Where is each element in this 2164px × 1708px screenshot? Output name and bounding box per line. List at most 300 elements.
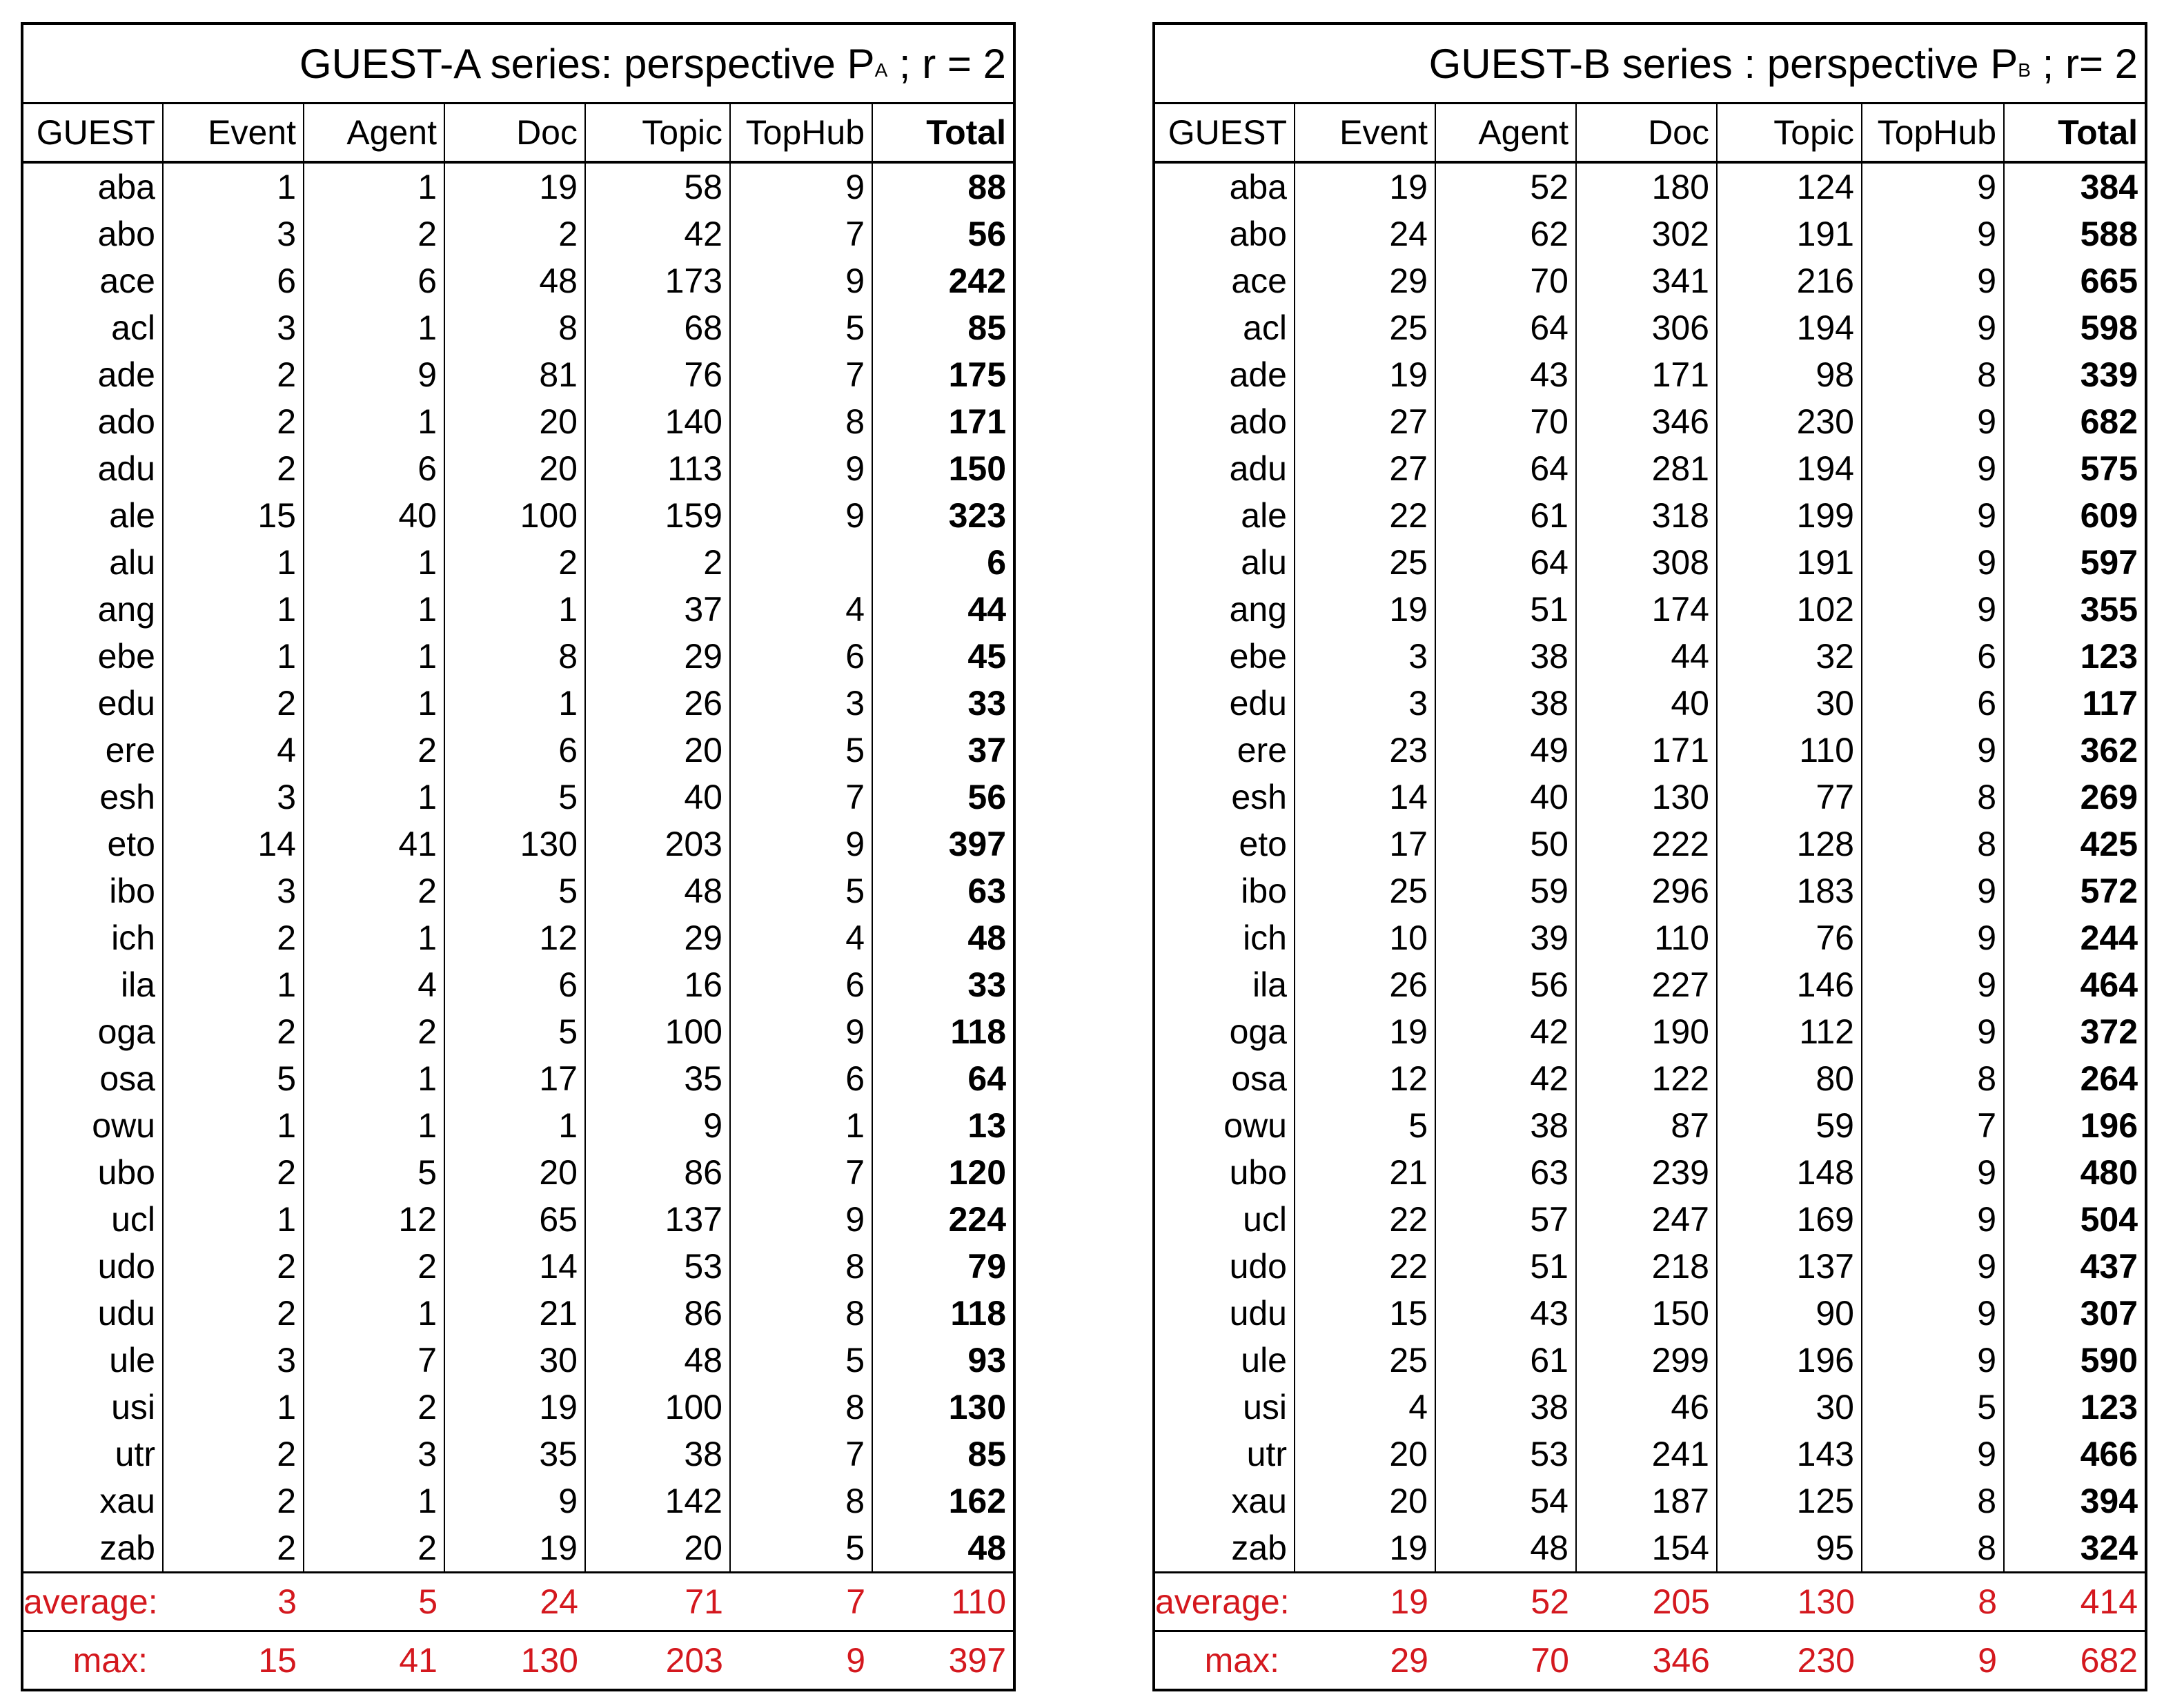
table-cell: 42 bbox=[1435, 1008, 1576, 1055]
table-cell: 140 bbox=[585, 398, 730, 445]
table-cell: 38 bbox=[1435, 1384, 1576, 1431]
table-cell: 9 bbox=[1862, 162, 2004, 210]
table-cell: 4 bbox=[304, 961, 444, 1008]
table-cell: 59 bbox=[1717, 1102, 1862, 1149]
table-row bbox=[1154, 257, 2146, 304]
table-cell: 7 bbox=[730, 210, 872, 257]
guest-a-table bbox=[21, 22, 1016, 1691]
table-cell: 6 bbox=[1862, 680, 2004, 727]
table-row bbox=[22, 445, 1014, 492]
total-cell: 264 bbox=[2080, 1059, 2138, 1098]
guest-code-cell: owu bbox=[22, 1102, 163, 1149]
table-cell: 5 bbox=[444, 1008, 585, 1055]
guest-code-cell: ade bbox=[1154, 351, 1295, 398]
table-row bbox=[1154, 1384, 2146, 1431]
table-cell: 2 bbox=[163, 445, 304, 492]
table-cell: 3 bbox=[304, 1431, 444, 1478]
table-cell: 8 bbox=[1862, 1524, 2004, 1573]
table-cell: 32 bbox=[1717, 633, 1862, 680]
column-header-topic: Topic bbox=[585, 104, 730, 163]
table-cell: 174 bbox=[1576, 586, 1717, 633]
table-cell: 1 bbox=[304, 1055, 444, 1102]
table-cell: 150 bbox=[1576, 1290, 1717, 1337]
table-cell: 20 bbox=[1295, 1478, 1435, 1524]
table-cell: 9 bbox=[1862, 727, 2004, 774]
table-cell: 30 bbox=[444, 1337, 585, 1384]
total-cell: 123 bbox=[2080, 1388, 2138, 1426]
table-cell: 8 bbox=[730, 1384, 872, 1431]
table-cell: 1 bbox=[163, 1102, 304, 1149]
max-value: 29 bbox=[1295, 1631, 1435, 1691]
table-row bbox=[1154, 1243, 2146, 1290]
table-cell: 49 bbox=[1435, 727, 1576, 774]
table-cell: 5 bbox=[304, 1149, 444, 1196]
column-header-topic: Topic bbox=[1717, 104, 1862, 163]
table-cell: 9 bbox=[444, 1478, 585, 1524]
table-row bbox=[22, 1243, 1014, 1290]
guest-code-cell: ule bbox=[1154, 1337, 1295, 1384]
total-cell: 224 bbox=[948, 1200, 1007, 1239]
guest-a-header-row bbox=[22, 104, 1014, 163]
table-cell: 41 bbox=[304, 821, 444, 867]
guest-code-cell: ado bbox=[1154, 398, 1295, 445]
total-cell: 466 bbox=[2080, 1435, 2138, 1473]
guest-code-cell: xau bbox=[1154, 1478, 1295, 1524]
table-cell: 9 bbox=[730, 1196, 872, 1243]
table-cell: 180 bbox=[1576, 162, 1717, 210]
table-cell: 87 bbox=[1576, 1102, 1717, 1149]
table-cell: 90 bbox=[1717, 1290, 1862, 1337]
table-cell: 191 bbox=[1717, 539, 1862, 586]
guest-code-cell: ila bbox=[22, 961, 163, 1008]
table-cell: 5 bbox=[1862, 1384, 2004, 1431]
guest-code-cell: edu bbox=[1154, 680, 1295, 727]
average-value: 5 bbox=[304, 1573, 444, 1631]
guest-code-cell: acl bbox=[1154, 304, 1295, 351]
column-header-agent: Agent bbox=[304, 104, 444, 163]
table-row bbox=[22, 867, 1014, 914]
total-cell: 307 bbox=[2080, 1294, 2138, 1333]
table-cell: 9 bbox=[1862, 257, 2004, 304]
table-cell: 25 bbox=[1295, 304, 1435, 351]
total-cell: 575 bbox=[2080, 449, 2138, 488]
table-cell: 3 bbox=[730, 680, 872, 727]
table-cell: 222 bbox=[1576, 821, 1717, 867]
table-cell: 30 bbox=[1717, 680, 1862, 727]
table-row bbox=[22, 1290, 1014, 1337]
table-cell: 2 bbox=[304, 1384, 444, 1431]
table-row bbox=[1154, 1478, 2146, 1524]
total-cell: 384 bbox=[2080, 168, 2138, 206]
table-cell: 12 bbox=[1295, 1055, 1435, 1102]
table-cell: 9 bbox=[1862, 1431, 2004, 1478]
table-row bbox=[22, 1431, 1014, 1478]
average-value: 205 bbox=[1576, 1573, 1717, 1631]
table-cell: 199 bbox=[1717, 492, 1862, 539]
guest-code-cell: ucl bbox=[22, 1196, 163, 1243]
table-cell: 48 bbox=[585, 867, 730, 914]
average-value: 130 bbox=[1717, 1573, 1862, 1631]
table-cell: 42 bbox=[585, 210, 730, 257]
table-cell: 98 bbox=[1717, 351, 1862, 398]
total-cell: 123 bbox=[2080, 637, 2138, 676]
table-cell: 183 bbox=[1717, 867, 1862, 914]
average-value: 24 bbox=[444, 1573, 585, 1631]
total-cell: 480 bbox=[2080, 1153, 2138, 1192]
guest-code-cell: eto bbox=[1154, 821, 1295, 867]
table-cell: 15 bbox=[1295, 1290, 1435, 1337]
column-header-tophub: TopHub bbox=[730, 104, 872, 163]
table-cell: 296 bbox=[1576, 867, 1717, 914]
table-cell: 63 bbox=[1435, 1149, 1576, 1196]
table-cell: 95 bbox=[1717, 1524, 1862, 1573]
guest-code-cell: ade bbox=[22, 351, 163, 398]
table-cell: 9 bbox=[730, 445, 872, 492]
table-cell: 76 bbox=[1717, 914, 1862, 961]
table-cell: 196 bbox=[1717, 1337, 1862, 1384]
table-cell: 194 bbox=[1717, 304, 1862, 351]
table-cell: 42 bbox=[1435, 1055, 1576, 1102]
total-cell: 48 bbox=[967, 1529, 1007, 1567]
guest-b-header-row bbox=[1154, 104, 2146, 163]
total-cell: 6 bbox=[987, 543, 1007, 582]
table-cell: 23 bbox=[1295, 727, 1435, 774]
table-row bbox=[22, 1055, 1014, 1102]
table-cell: 3 bbox=[163, 304, 304, 351]
table-cell: 171 bbox=[1576, 727, 1717, 774]
table-cell: 14 bbox=[1295, 774, 1435, 821]
table-cell: 2 bbox=[163, 1478, 304, 1524]
table-cell: 6 bbox=[163, 257, 304, 304]
table-cell: 20 bbox=[444, 398, 585, 445]
max-value: 346 bbox=[1576, 1631, 1717, 1691]
table-cell: 3 bbox=[163, 867, 304, 914]
table-row bbox=[22, 633, 1014, 680]
table-cell: 8 bbox=[1862, 1478, 2004, 1524]
table-row bbox=[22, 1149, 1014, 1196]
table-row bbox=[22, 1478, 1014, 1524]
table-row bbox=[1154, 398, 2146, 445]
table-row bbox=[22, 1524, 1014, 1573]
table-cell: 19 bbox=[1295, 351, 1435, 398]
table-cell: 44 bbox=[1576, 633, 1717, 680]
table-cell: 1 bbox=[444, 586, 585, 633]
table-cell: 1 bbox=[304, 398, 444, 445]
table-cell: 4 bbox=[1295, 1384, 1435, 1431]
table-cell: 122 bbox=[1576, 1055, 1717, 1102]
max-value: 130 bbox=[444, 1631, 585, 1691]
table-cell: 20 bbox=[585, 1524, 730, 1573]
table-cell: 9 bbox=[730, 162, 872, 210]
total-cell: 117 bbox=[2082, 684, 2138, 723]
table-cell: 1 bbox=[304, 774, 444, 821]
table-cell: 7 bbox=[730, 351, 872, 398]
table-cell: 19 bbox=[1295, 1008, 1435, 1055]
table-cell: 3 bbox=[163, 1337, 304, 1384]
table-cell: 3 bbox=[163, 774, 304, 821]
table-cell: 5 bbox=[730, 1524, 872, 1573]
table-cell: 26 bbox=[1295, 961, 1435, 1008]
table-cell: 7 bbox=[730, 1431, 872, 1478]
table-cell: 40 bbox=[1576, 680, 1717, 727]
table-cell: 299 bbox=[1576, 1337, 1717, 1384]
guest-code-cell: oga bbox=[22, 1008, 163, 1055]
table-cell: 59 bbox=[1435, 867, 1576, 914]
table-cell: 9 bbox=[1862, 586, 2004, 633]
table-cell: 1 bbox=[304, 1478, 444, 1524]
table-cell: 20 bbox=[1295, 1431, 1435, 1478]
column-header-doc: Doc bbox=[444, 104, 585, 163]
guest-code-cell: ule bbox=[22, 1337, 163, 1384]
column-header-total: Total bbox=[2004, 104, 2146, 163]
table-cell: 9 bbox=[1862, 445, 2004, 492]
table-cell: 6 bbox=[730, 1055, 872, 1102]
table-row bbox=[1154, 445, 2146, 492]
total-cell: 63 bbox=[967, 872, 1007, 910]
guest-code-cell: ibo bbox=[1154, 867, 1295, 914]
table-cell: 239 bbox=[1576, 1149, 1717, 1196]
table-cell: 1 bbox=[163, 539, 304, 586]
table-cell: 6 bbox=[730, 961, 872, 1008]
table-cell: 48 bbox=[444, 257, 585, 304]
table-cell: 100 bbox=[444, 492, 585, 539]
table-cell: 14 bbox=[444, 1243, 585, 1290]
table-cell: 17 bbox=[1295, 821, 1435, 867]
table-cell: 7 bbox=[730, 1149, 872, 1196]
guest-code-cell: owu bbox=[1154, 1102, 1295, 1149]
total-cell: 33 bbox=[967, 965, 1007, 1004]
table-row bbox=[22, 961, 1014, 1008]
table-cell: 2 bbox=[163, 1149, 304, 1196]
table-row bbox=[22, 821, 1014, 867]
average-row bbox=[1154, 1573, 2146, 1631]
table-cell: 22 bbox=[1295, 1196, 1435, 1243]
table-cell: 146 bbox=[1717, 961, 1862, 1008]
average-value: 71 bbox=[585, 1573, 730, 1631]
table-cell: 14 bbox=[163, 821, 304, 867]
table-cell: 8 bbox=[730, 1243, 872, 1290]
table-cell: 9 bbox=[585, 1102, 730, 1149]
total-cell: 362 bbox=[2080, 731, 2138, 769]
table-cell: 2 bbox=[163, 398, 304, 445]
table-cell: 137 bbox=[1717, 1243, 1862, 1290]
guest-code-cell: ale bbox=[22, 492, 163, 539]
average-value: 8 bbox=[1862, 1573, 2004, 1631]
total-cell: 13 bbox=[967, 1106, 1007, 1145]
table-cell: 230 bbox=[1717, 398, 1862, 445]
guest-code-cell: utr bbox=[22, 1431, 163, 1478]
table-cell: 37 bbox=[585, 586, 730, 633]
table-row bbox=[1154, 821, 2146, 867]
table-row bbox=[22, 1384, 1014, 1431]
table-cell: 29 bbox=[1295, 257, 1435, 304]
table-cell: 9 bbox=[730, 821, 872, 867]
total-cell: 372 bbox=[2080, 1012, 2138, 1051]
table-cell: 1 bbox=[304, 586, 444, 633]
table-row bbox=[1154, 162, 2146, 210]
table-cell: 22 bbox=[1295, 1243, 1435, 1290]
table-row bbox=[22, 774, 1014, 821]
table-row bbox=[1154, 961, 2146, 1008]
table-cell: 5 bbox=[730, 1337, 872, 1384]
table-cell: 7 bbox=[730, 774, 872, 821]
table-row bbox=[22, 539, 1014, 586]
table-row bbox=[1154, 1524, 2146, 1573]
table-cell: 9 bbox=[1862, 492, 2004, 539]
total-cell: 171 bbox=[948, 402, 1007, 441]
table-cell: 2 bbox=[444, 210, 585, 257]
total-cell: 85 bbox=[967, 308, 1007, 347]
table-cell: 25 bbox=[1295, 1337, 1435, 1384]
table-cell: 9 bbox=[1862, 1196, 2004, 1243]
table-cell: 2 bbox=[585, 539, 730, 586]
guest-code-cell: abo bbox=[22, 210, 163, 257]
table-cell: 137 bbox=[585, 1196, 730, 1243]
table-cell: 2 bbox=[304, 1008, 444, 1055]
table-cell: 9 bbox=[1862, 1337, 2004, 1384]
guest-code-cell: ich bbox=[1154, 914, 1295, 961]
guest-code-cell: ibo bbox=[22, 867, 163, 914]
table-cell: 9 bbox=[1862, 1243, 2004, 1290]
guest-code-cell: udu bbox=[1154, 1290, 1295, 1337]
total-cell: 598 bbox=[2080, 308, 2138, 347]
table-cell: 48 bbox=[1435, 1524, 1576, 1573]
guest-code-cell: aba bbox=[22, 162, 163, 210]
table-cell: 9 bbox=[1862, 1290, 2004, 1337]
table-row bbox=[22, 492, 1014, 539]
table-cell: 35 bbox=[585, 1055, 730, 1102]
table-row bbox=[1154, 351, 2146, 398]
table-cell: 61 bbox=[1435, 492, 1576, 539]
table-cell: 308 bbox=[1576, 539, 1717, 586]
total-cell: 609 bbox=[2080, 496, 2138, 535]
column-header-doc: Doc bbox=[1576, 104, 1717, 163]
table-cell: 318 bbox=[1576, 492, 1717, 539]
guest-code-cell: osa bbox=[22, 1055, 163, 1102]
table-row bbox=[1154, 1102, 2146, 1149]
table-cell: 7 bbox=[304, 1337, 444, 1384]
guest-code-cell: ila bbox=[1154, 961, 1295, 1008]
table-cell: 216 bbox=[1717, 257, 1862, 304]
table-cell: 1 bbox=[163, 961, 304, 1008]
guest-code-cell: ado bbox=[22, 398, 163, 445]
table-cell: 169 bbox=[1717, 1196, 1862, 1243]
table-cell: 241 bbox=[1576, 1431, 1717, 1478]
total-cell: 88 bbox=[967, 168, 1007, 206]
table-row bbox=[1154, 210, 2146, 257]
table-cell: 1 bbox=[163, 162, 304, 210]
table-cell: 53 bbox=[1435, 1431, 1576, 1478]
table-cell: 9 bbox=[1862, 210, 2004, 257]
total-cell: 597 bbox=[2080, 543, 2138, 582]
table-cell: 22 bbox=[1295, 492, 1435, 539]
average-value: 3 bbox=[163, 1573, 304, 1631]
guest-code-cell: zab bbox=[1154, 1524, 1295, 1573]
guest-code-cell: ebe bbox=[1154, 633, 1295, 680]
table-cell: 302 bbox=[1576, 210, 1717, 257]
guest-a-title: GUEST-A series: perspective $P_A$ ; r = 2 bbox=[22, 23, 1014, 104]
table-cell: 227 bbox=[1576, 961, 1717, 1008]
table-row bbox=[1154, 914, 2146, 961]
table-cell: 62 bbox=[1435, 210, 1576, 257]
table-cell: 9 bbox=[730, 492, 872, 539]
guest-code-cell: edu bbox=[22, 680, 163, 727]
table-cell: 100 bbox=[585, 1384, 730, 1431]
table-cell: 124 bbox=[1717, 162, 1862, 210]
total-cell: 93 bbox=[967, 1341, 1007, 1380]
table-cell: 6 bbox=[730, 633, 872, 680]
table-cell: 64 bbox=[1435, 304, 1576, 351]
table-cell: 24 bbox=[1295, 210, 1435, 257]
total-cell: 269 bbox=[2080, 778, 2138, 816]
table-cell: 190 bbox=[1576, 1008, 1717, 1055]
guest-code-cell: ubo bbox=[22, 1149, 163, 1196]
table-row bbox=[22, 304, 1014, 351]
table-cell: 38 bbox=[1435, 633, 1576, 680]
table-cell: 143 bbox=[1717, 1431, 1862, 1478]
table-cell: 9 bbox=[730, 1008, 872, 1055]
table-cell: 6 bbox=[304, 257, 444, 304]
table-cell: 54 bbox=[1435, 1478, 1576, 1524]
total-cell: 324 bbox=[2080, 1529, 2138, 1567]
total-cell: 118 bbox=[950, 1294, 1007, 1333]
table-cell: 171 bbox=[1576, 351, 1717, 398]
max-value: 9 bbox=[730, 1631, 872, 1691]
guest-b-title: GUEST-B series : perspective $P_B$ ; r= 2 bbox=[1154, 23, 2146, 104]
table-cell: 8 bbox=[1862, 351, 2004, 398]
table-cell: 4 bbox=[730, 914, 872, 961]
table-cell: 1 bbox=[730, 1102, 872, 1149]
table-row bbox=[1154, 1290, 2146, 1337]
total-cell: 323 bbox=[948, 496, 1007, 535]
table-cell: 20 bbox=[444, 1149, 585, 1196]
table-cell: 2 bbox=[163, 914, 304, 961]
table-cell: 2 bbox=[304, 727, 444, 774]
table-cell: 6 bbox=[444, 727, 585, 774]
guest-code-cell: ubo bbox=[1154, 1149, 1295, 1196]
max-value: 70 bbox=[1435, 1631, 1576, 1691]
table-row bbox=[22, 257, 1014, 304]
table-cell: 5 bbox=[444, 774, 585, 821]
table-cell: 35 bbox=[444, 1431, 585, 1478]
guest-code-cell: ere bbox=[1154, 727, 1295, 774]
table-cell: 113 bbox=[585, 445, 730, 492]
guest-code-cell: adu bbox=[1154, 445, 1295, 492]
table-cell: 81 bbox=[444, 351, 585, 398]
guest-code-cell: oga bbox=[1154, 1008, 1295, 1055]
table-cell: 346 bbox=[1576, 398, 1717, 445]
table-cell: 46 bbox=[1576, 1384, 1717, 1431]
table-cell: 9 bbox=[1862, 914, 2004, 961]
total-cell: 56 bbox=[967, 215, 1007, 253]
guest-code-cell: osa bbox=[1154, 1055, 1295, 1102]
table-cell: 102 bbox=[1717, 586, 1862, 633]
table-cell: 4 bbox=[163, 727, 304, 774]
table-cell: 341 bbox=[1576, 257, 1717, 304]
total-cell: 397 bbox=[948, 825, 1007, 863]
total-cell: 33 bbox=[967, 684, 1007, 723]
guest-code-cell: adu bbox=[22, 445, 163, 492]
table-cell: 38 bbox=[585, 1431, 730, 1478]
table-cell: 40 bbox=[1435, 774, 1576, 821]
table-cell: 9 bbox=[1862, 867, 2004, 914]
table-cell: 2 bbox=[444, 539, 585, 586]
table-cell: 19 bbox=[444, 162, 585, 210]
table-cell: 203 bbox=[585, 821, 730, 867]
table-row bbox=[22, 398, 1014, 445]
table-cell: 68 bbox=[585, 304, 730, 351]
total-cell: 120 bbox=[948, 1153, 1007, 1192]
